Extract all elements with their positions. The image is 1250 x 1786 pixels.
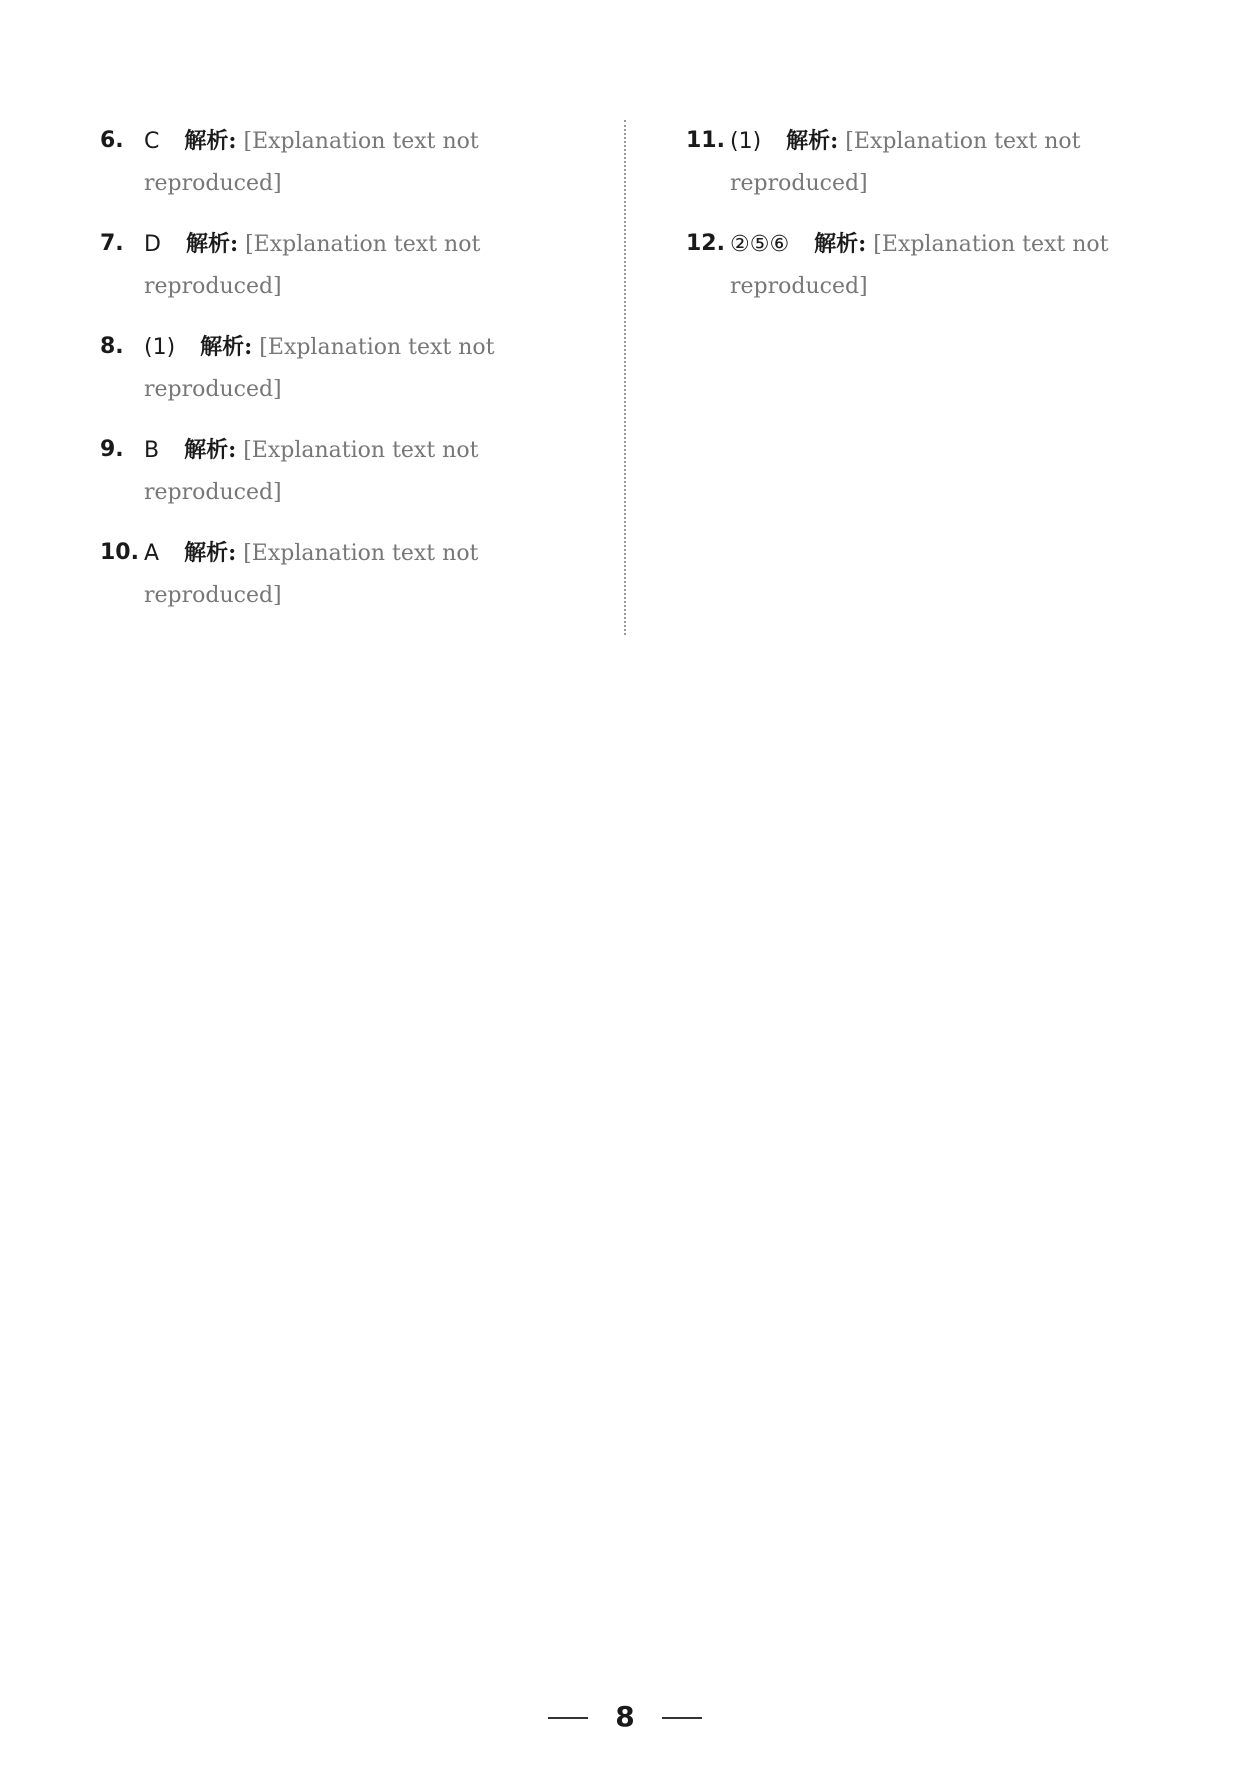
question-number: 10. xyxy=(100,540,139,565)
explanation-tag: 解析: xyxy=(184,128,237,154)
question-number: 9. xyxy=(100,437,124,462)
answer-choice: A xyxy=(144,541,160,566)
explanation-placeholder: [Explanation text not reproduced] xyxy=(144,438,479,505)
question-item xyxy=(686,120,1180,205)
question-item xyxy=(100,326,594,411)
explanation-tag: 解析: xyxy=(786,128,839,154)
question-body xyxy=(144,532,594,617)
question-item xyxy=(100,223,594,308)
right-column xyxy=(686,120,1180,635)
answer-choice: ②⑤⑥ xyxy=(730,232,790,257)
question-body xyxy=(144,120,594,205)
explanation-placeholder: [Explanation text not reproduced] xyxy=(144,541,479,608)
question-body xyxy=(144,429,594,514)
question-item xyxy=(100,120,594,205)
explanation-tag: 解析: xyxy=(200,334,253,360)
question-item xyxy=(100,532,594,617)
explanation-tag: 解析: xyxy=(814,231,867,257)
explanation-placeholder: [Explanation text not reproduced] xyxy=(730,232,1109,299)
explanation-placeholder: [Explanation text not reproduced] xyxy=(144,335,495,402)
explanation-placeholder: [Explanation text not reproduced] xyxy=(144,129,479,196)
explanation-placeholder: [Explanation text not reproduced] xyxy=(730,129,1081,196)
two-column-layout xyxy=(100,120,1180,635)
answer-choice: (1) xyxy=(144,335,176,360)
explanation-placeholder: [Explanation text not reproduced] xyxy=(144,232,481,299)
page-footer xyxy=(0,1700,1250,1733)
answer-choice: B xyxy=(144,438,160,463)
explanation-tag: 解析: xyxy=(185,231,239,257)
question-body xyxy=(144,326,594,411)
question-item xyxy=(686,223,1180,308)
answer-choice: C xyxy=(144,129,160,154)
left-column xyxy=(100,120,626,635)
page-number: 8 xyxy=(615,1700,635,1733)
question-number: 12. xyxy=(686,231,725,256)
explanation-tag: 解析: xyxy=(184,437,237,463)
question-number: 11. xyxy=(686,128,725,153)
footer-dash-right xyxy=(662,1717,702,1719)
question-body xyxy=(730,120,1180,205)
question-body xyxy=(144,223,594,308)
explanation-tag: 解析: xyxy=(184,540,237,566)
question-number: 8. xyxy=(100,334,124,359)
question-number: 6. xyxy=(100,128,124,153)
question-item xyxy=(100,429,594,514)
answer-choice: D xyxy=(144,232,161,257)
answer-choice: (1) xyxy=(730,129,762,154)
question-body xyxy=(730,223,1180,308)
question-number: 7. xyxy=(100,231,124,256)
footer-dash-left xyxy=(548,1717,588,1719)
